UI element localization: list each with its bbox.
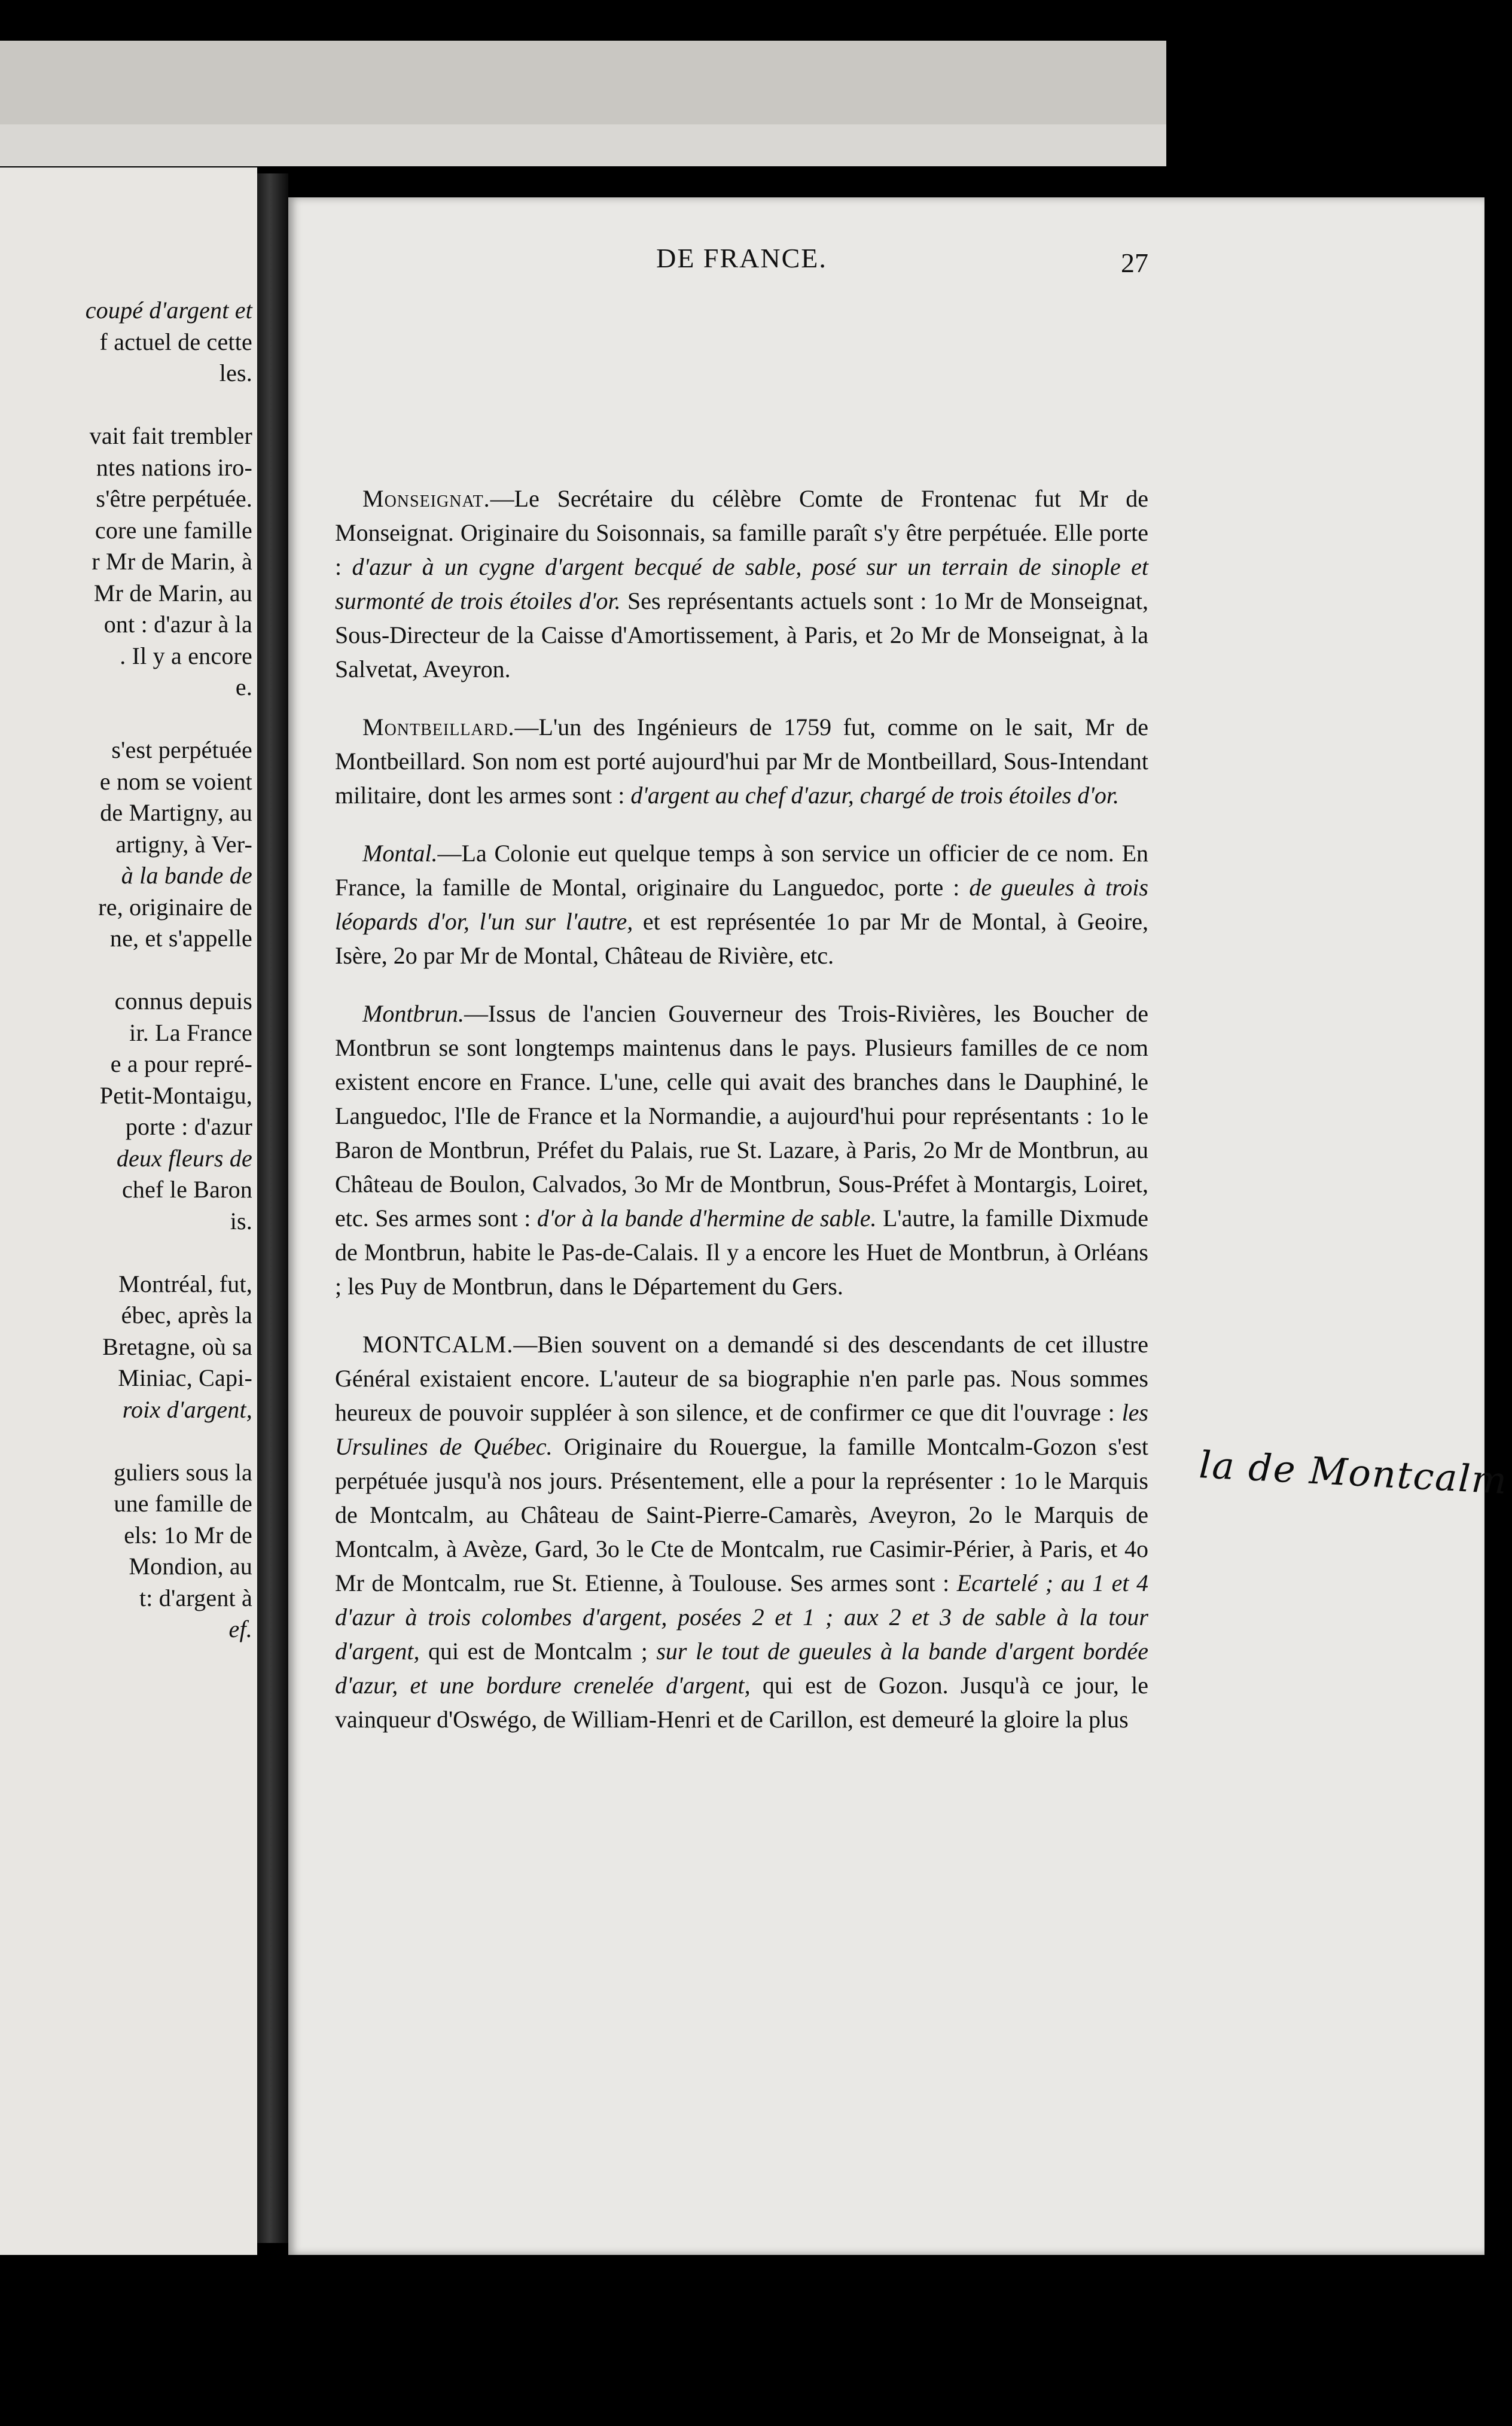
left-page-line: Miniac, Capi- [118,1364,252,1391]
blazon-text: d'or à la bande d'hermine de sable. [536,1205,877,1232]
entry-heading: Montal. [362,840,438,867]
blazon-text: de gueules à trois léopards d'or, l'un sur l'autre, [335,874,1148,935]
left-page-line: à la bande de [121,862,252,889]
left-page-line: porte : d'azur [125,1113,252,1140]
left-page-line: guliers sous la [114,1458,252,1486]
left-page-line: deux fleurs de [116,1144,252,1172]
left-page-line: s'est perpétuée [111,736,252,763]
blazon-text: sur le tout de gueules à la bande d'argent bordée d'azur, et une bordure crenelée d'argent, [335,1638,1148,1699]
entry-paragraph [335,836,1148,973]
left-page-line: artigny, à Ver- [115,830,252,858]
left-page-line: Bretagne, où sa [102,1333,252,1360]
left-page-line: Mondion, au [129,1553,252,1580]
left-page-line: Montréal, fut, [118,1270,252,1297]
body-text: qui est de Montcalm ; [419,1638,657,1665]
left-page-line: ébec, après la [121,1302,252,1328]
running-title: DE FRANCE. [656,243,827,273]
entry-heading: Montbrun. [362,1000,464,1027]
left-page [0,167,257,2255]
handwritten-margin-note: la de Montcalm [1198,1443,1509,1502]
left-page-line: e. [235,673,252,700]
body-text: Originaire du Rouergue, la famille Montcalm-Gozon s'est perpétuée jusqu'à nos jours. Présentement, elle a pour la représenter : 1o le Marquis de Montcalm, au Château de Saint-Pierre-Camarès, Aveyron, 2o le Marquis de Montcalm, à Avèze, Gard, 3o le Cte de Montcalm, rue Casimir-Périer, à Paris, et 4o Mr de Montcalm, rue St. Etienne, à Toulouse. Ses armes sont : [335,1433,1149,1596]
body-text: et est représentée 1o par Mr de Montal, à Geoire, Isère, 2o par Mr de Montal, Château de Rivière, etc. [335,908,1148,969]
entry-paragraph [335,996,1148,1303]
main-text [335,481,1148,1760]
body-text: —Le Secrétaire du célèbre Comte de Frontenac fut Mr de Monseignat. Originaire du Soisonnais, sa famille paraît s'y être perpétuée. Elle porte : [335,485,1148,580]
entry-heading: Monseignat. [362,485,490,512]
left-page-line: s'être perpétuée. [96,485,252,512]
left-page-line: core une famille [94,516,252,544]
left-page-line: ntes nations iro- [96,453,252,481]
body-text: Ses représentants actuels sont : 1o Mr de Monseignat, Sous-Directeur de la Caisse d'Amortissement, à Paris, et 2o Mr de Monseignat, à la Salvetat, Aveyron. [335,587,1149,682]
left-page-line: ont : d'azur à la [103,611,252,638]
left-page-line: vait fait trembler [89,422,252,449]
left-page-line: ir. La France [129,1019,252,1046]
book-spine [257,173,288,2243]
blazon-text: les Ursulines de Québec. [335,1399,1148,1460]
page-top-edge [0,41,1166,166]
left-page-line: les. [219,359,252,386]
page-number: 27 [1121,248,1148,278]
blazon-text: d'azur à un cygne d'argent becqué de sable, posé sur un terrain de sinople et surmonté de trois étoiles d'or. [335,553,1148,614]
left-page-line: roix d'argent, [122,1395,252,1423]
body-text: L'autre, la famille Dixmude de Montbrun, habite le Pas-de-Calais. Il y a encore les Huet de Montbrun, à Orléans ; les Puy de Montbrun, dans le Département du Gers. [335,1205,1148,1300]
left-page-line: e a pour repré- [110,1050,252,1077]
running-head [335,242,1148,284]
left-page-line: ef. [228,1616,252,1642]
entry-heading: Montbeillard. [362,714,515,740]
left-page-line: r Mr de Marin, à [92,548,252,575]
entry-heading: MONTCALM. [362,1331,514,1358]
left-page-line: re, originaire de [98,893,252,921]
body-text: —Bien souvent on a demandé si des descendants de cet illustre Général existaient encore. L'auteur de sa biographie n'en parle pas. Nous sommes heureux de pouvoir suppléer à son silence, et de confirmer ce que dit l'ouvrage : [335,1331,1148,1426]
left-page-line: coupé d'argent et [85,297,252,324]
left-page-line: ne, et s'appelle [109,925,252,952]
body-text: —Issus de l'ancien Gouverneur des Trois-Rivières, les Boucher de Montbrun se sont longtemps maintenus dans le pays. Plusieurs familles de ce nom existent encore en France. L'une, celle qui avait des branches dans le Dauphiné, le Languedoc, l'Ile de France et la Normandie, a aujourd'hui pour représentants : 1o le Baron de Montbrun, Préfet du Palais, rue St. Lazare, à Paris, 2o Mr de Montbrun, au Château de Boulon, Calvados, 3o Mr de Montbrun, Sous-Préfet à Montargis, Loiret, etc. Ses armes sont : [335,1000,1148,1232]
entry-paragraph [335,481,1148,686]
left-page-line: t: d'argent à [139,1584,252,1611]
left-page-line: is. [230,1207,252,1235]
body-text: —La Colonie eut quelque temps à son service un officier de ce nom. En France, la famille de Montal, originaire du Languedoc, porte : [335,840,1148,901]
blazon-text: Ecartelé ; au 1 et 4 d'azur à trois colombes d'argent, posées 2 et 1 ; aux 2 et 3 de sable à la tour d'argent, [335,1569,1148,1665]
left-page-line: Mr de Marin, au [93,579,252,606]
page-top-shadow [0,41,1166,124]
entry-paragraph [335,1327,1148,1736]
left-page-line: e nom se voient [99,767,252,795]
left-page-line: . Il y a encore [120,642,252,669]
left-page-line: une famille de [114,1490,252,1517]
left-page-line: chef le Baron [121,1176,252,1203]
left-page-line: de Martigny, au [100,799,252,826]
left-page-line: els: 1o Mr de [124,1521,252,1549]
body-text: qui est de Gozon. Jusqu'à ce jour, le vainqueur d'Oswégo, de William-Henri et de Carillon, est demeuré la gloire la plus [335,1672,1148,1733]
blazon-text: d'argent au chef d'azur, chargé de trois étoiles d'or. [630,782,1120,809]
left-page-line: f actuel de cette [99,328,252,355]
entry-paragraph [335,710,1148,812]
left-page-line: Petit-Montaigu, [99,1081,252,1109]
left-page-line: connus depuis [114,988,252,1014]
body-text: —L'un des Ingénieurs de 1759 fut, comme on le sait, Mr de Montbeillard. Son nom est porté aujourd'hui par Mr de Montbeillard, Sous-Intendant militaire, dont les armes sont : [335,714,1148,809]
